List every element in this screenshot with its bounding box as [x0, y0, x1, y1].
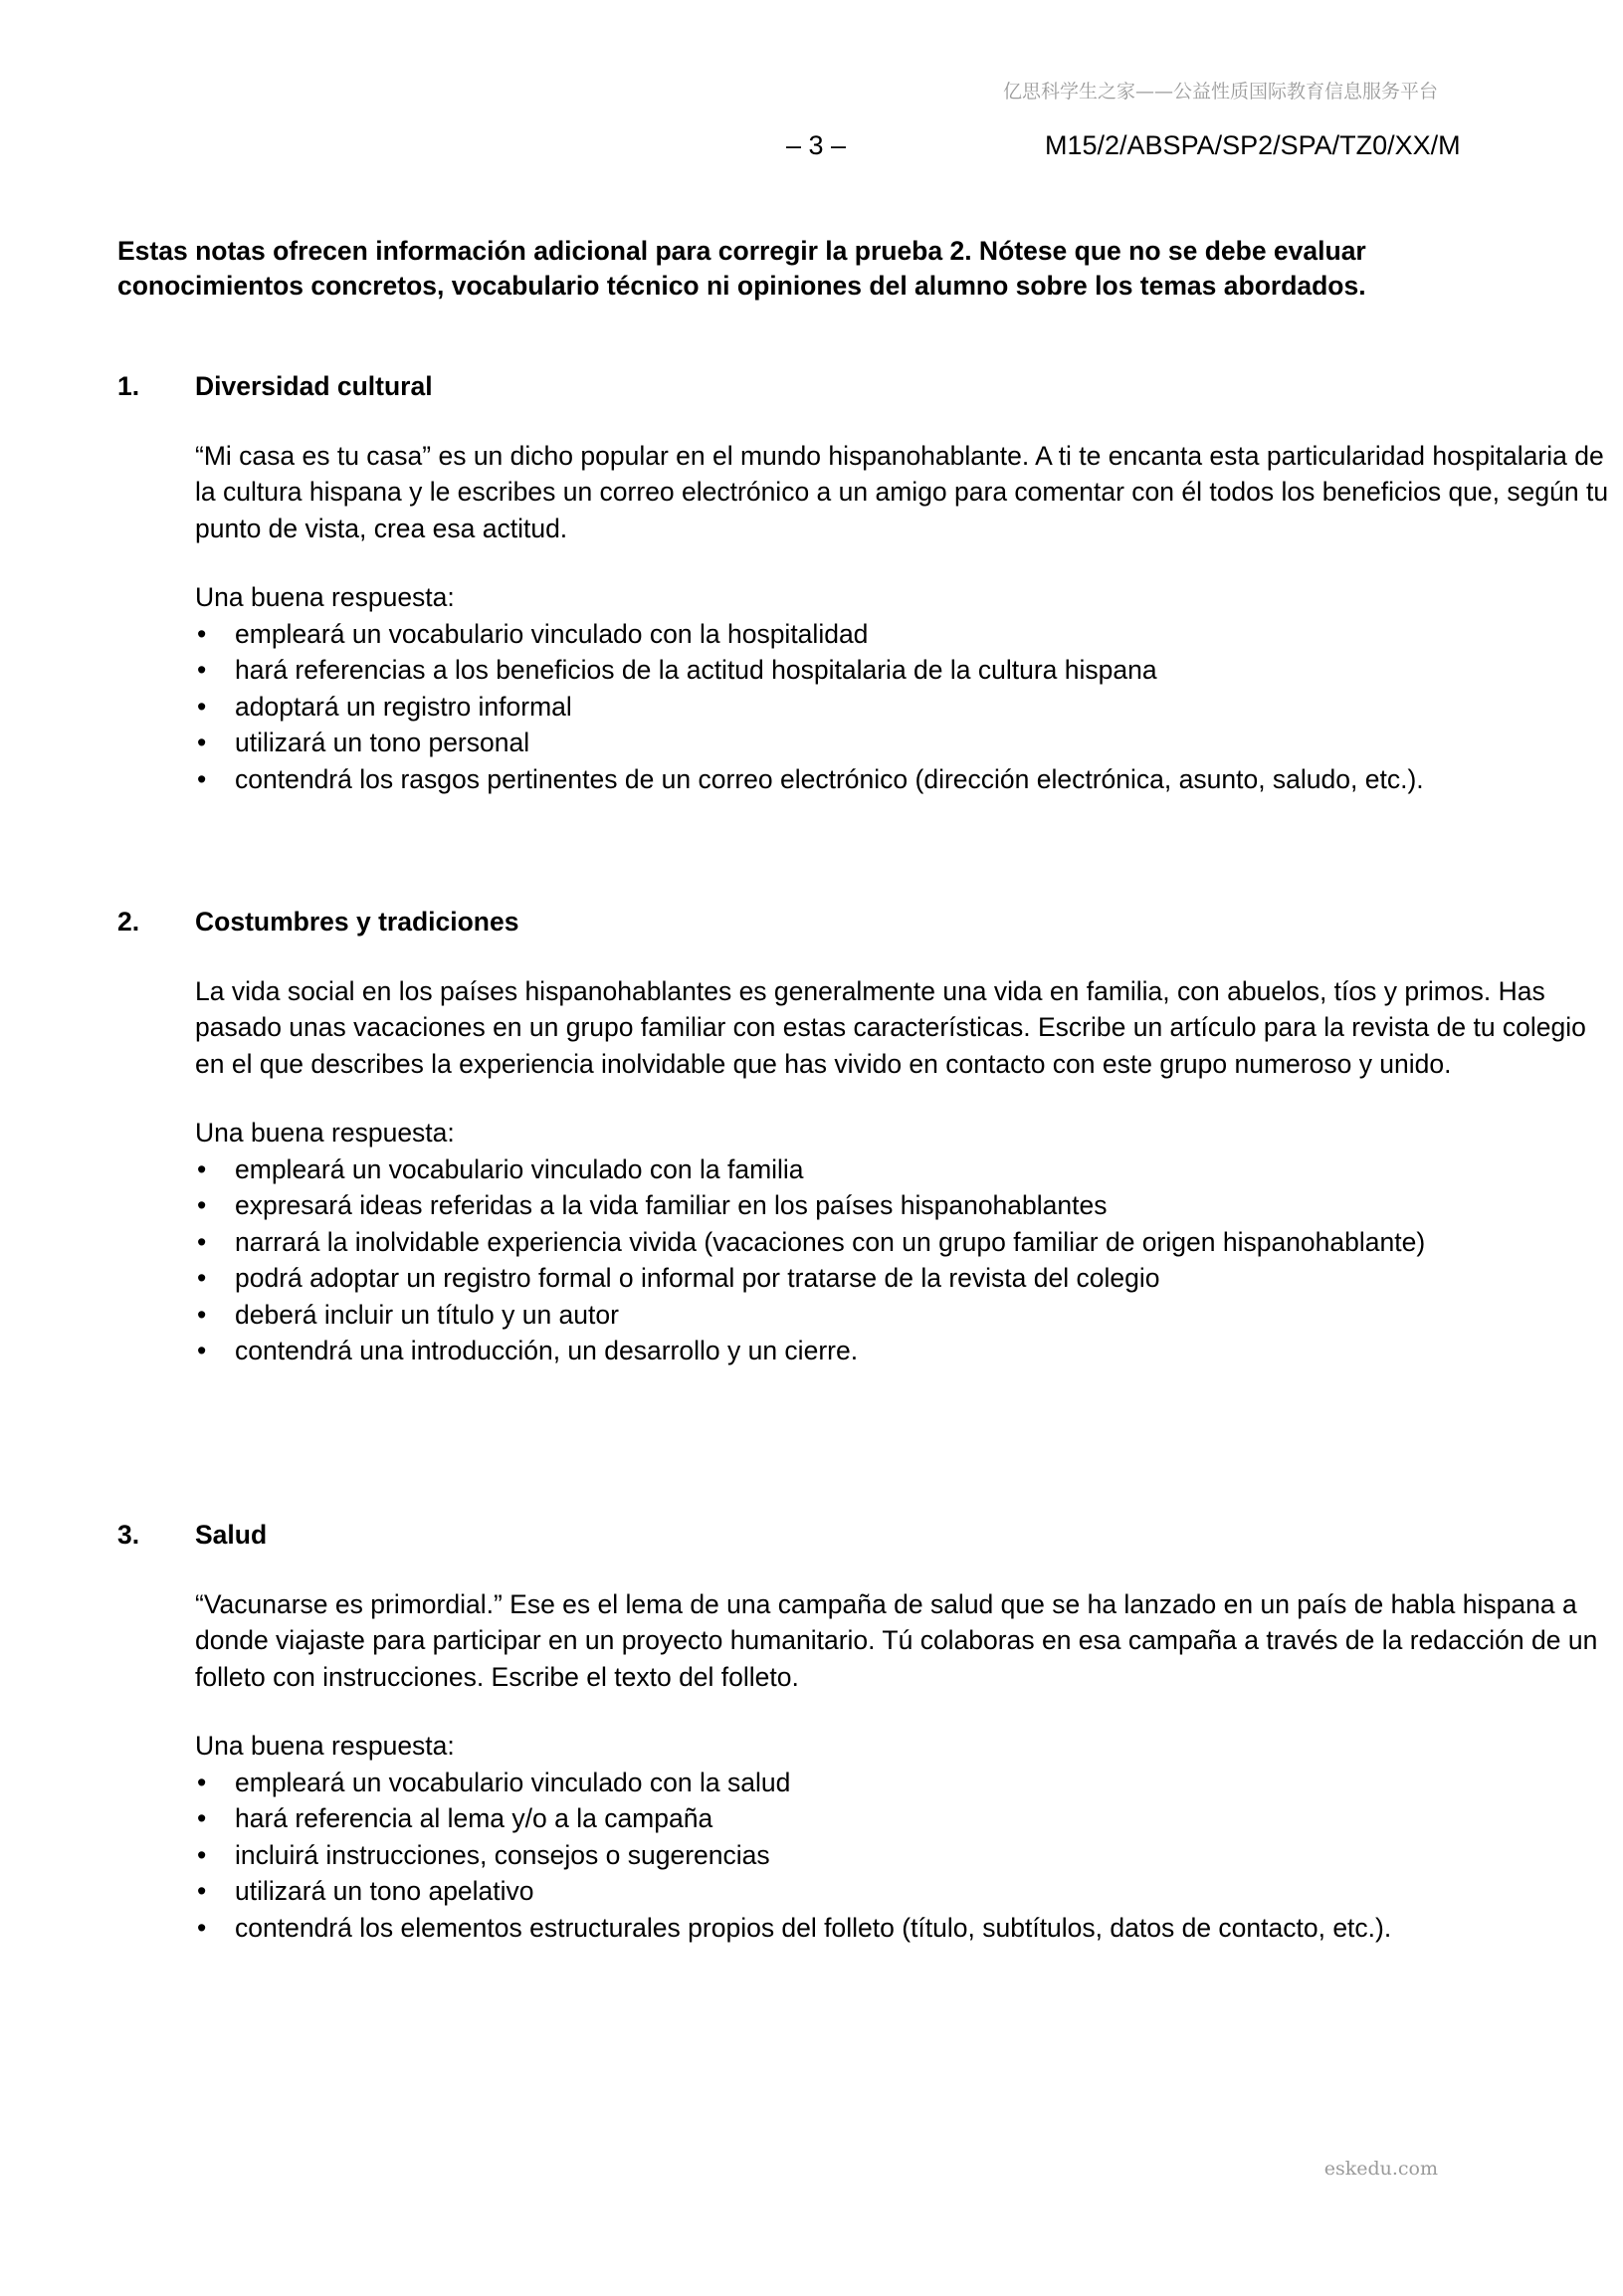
- section-title: Diversidad cultural: [195, 371, 433, 401]
- criterion-item: • utilizará un tono apelativo: [195, 1873, 1538, 1910]
- section-prompt: La vida social en los países hispanohablantes es generalmente una vida en familia, con abuelos, tíos y primos. Has pasado unas vacaciones en un grupo familiar con estas características. Escribe un artículo para la revista de tu colegio en el que describes la experiencia inolvidable que has vivido en contacto con este grupo numeroso y unido.: [195, 975, 1586, 1079]
- criteria-list: [195, 616, 1538, 798]
- section-diversidad-cultural: [117, 368, 1609, 797]
- criterion-item: • contendrá una introducción, un desarrollo y un cierre.: [195, 1333, 1538, 1369]
- section-heading: [117, 1517, 1511, 1554]
- section-heading: [117, 368, 1511, 405]
- criterion-item: • contendrá los rasgos pertinentes de un correo electrónico (dirección electrónica, asunto, saludo, etc.).: [195, 761, 1538, 798]
- answer-lead: Una buena respuesta:: [195, 1118, 455, 1148]
- criterion-item: • hará referencias a los beneficios de la actitud hospitalaria de la cultura hispana: [195, 652, 1538, 689]
- criterion-item: • empleará un vocabulario vinculado con la hospitalidad: [195, 616, 1538, 653]
- criterion-item: • narrará la inolvidable experiencia vivida (vacaciones con un grupo familiar de origen hispanohablante): [195, 1224, 1538, 1261]
- criterion-item: • hará referencia al lema y/o a la campaña: [195, 1800, 1538, 1837]
- section-number: 3.: [117, 1520, 140, 1550]
- criterion-item: • contendrá los elementos estructurales propios del folleto (título, subtítulos, datos de contacto, etc.).: [195, 1910, 1538, 1947]
- section-number: 2.: [117, 907, 140, 937]
- section-title: Costumbres y tradiciones: [195, 907, 519, 937]
- watermark-top: 亿思科学生之家——公益性质国际教育信息服务平台: [1002, 81, 1438, 103]
- section-title: Salud: [195, 1520, 268, 1550]
- criteria-list: [195, 1151, 1538, 1369]
- criterion-item: • empleará un vocabulario vinculado con la familia: [195, 1151, 1538, 1188]
- section-prompt: “Vacunarse es primordial.” Ese es el lema de una campaña de salud que se ha lanzado en un país de habla hispana a donde viajaste para participar en un proyecto humanitario. Tú colaboras en esa campaña a través de la redacción de un folleto con instrucciones. Escribe el texto del folleto.: [195, 1588, 1598, 1692]
- section-salud: [117, 1517, 1598, 1946]
- criterion-item: • deberá incluir un título y un autor: [195, 1297, 1538, 1334]
- answer-lead: Una buena respuesta:: [195, 1731, 455, 1761]
- criterion-item: • empleará un vocabulario vinculado con la salud: [195, 1765, 1538, 1801]
- document-reference: M15/2/ABSPA/SP2/SPA/TZ0/XX/M: [1045, 130, 1461, 160]
- criteria-list: [195, 1765, 1538, 1947]
- criterion-item: • podrá adoptar un registro formal o informal por tratarse de la revista del colegio: [195, 1260, 1538, 1297]
- criterion-item: • incluirá instrucciones, consejos o sugerencias: [195, 1837, 1538, 1874]
- answer-lead: Una buena respuesta:: [195, 582, 455, 612]
- criterion-item: • expresará ideas referidas a la vida familiar en los países hispanohablantes: [195, 1187, 1538, 1224]
- section-number: 1.: [117, 371, 140, 401]
- criterion-item: • utilizará un tono personal: [195, 725, 1538, 761]
- section-heading: [117, 904, 1511, 940]
- section-costumbres-tradiciones: [117, 904, 1586, 1369]
- criterion-item: • adoptará un registro informal: [195, 689, 1538, 726]
- watermark-bottom: eskedu.com: [1323, 2158, 1438, 2180]
- page-number: – 3 –: [786, 130, 847, 160]
- intro-note: Estas notas ofrecen información adicional para corregir la prueba 2. Nótese que no se debe evaluar conocimientos concretos, vocabulario técnico ni opiniones del alumno sobre los temas abordados.: [117, 236, 1366, 301]
- section-prompt: “Mi casa es tu casa” es un dicho popular en el mundo hispanohablante. A ti te encanta esta particularidad hospitalaria de la cultura hispana y le escribes un correo electrónico a un amigo para comentar con él todos los beneficios que, según tu punto de vista, crea esa actitud.: [195, 440, 1609, 543]
